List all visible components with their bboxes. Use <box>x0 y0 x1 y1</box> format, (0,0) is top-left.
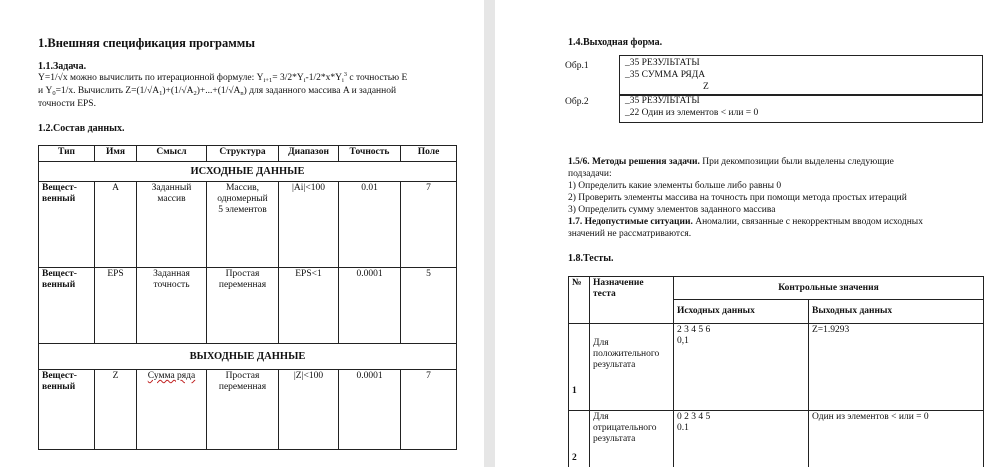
table-row <box>569 324 984 411</box>
invalid-line-1: 1.7. Недопустимые ситуации. Аномалии, связанные с некорректным вводом исходных <box>568 217 923 227</box>
cell-type: Вещест- венный <box>39 182 95 268</box>
cell-test-number: 2 <box>569 411 590 467</box>
table-row <box>39 370 457 450</box>
table-header-row <box>39 146 457 162</box>
cell-range: EPS<1 <box>279 268 339 344</box>
header-range: Диапазон <box>279 146 339 162</box>
header-type: Тип <box>39 146 95 162</box>
cell-structure: Массив, одномерный 5 элементов <box>207 182 279 268</box>
cell-meaning: Заданная точность <box>137 268 207 344</box>
cell-precision: 0.01 <box>339 182 401 268</box>
tests-table <box>568 276 984 467</box>
header-output-data: Выходных данных <box>809 300 984 324</box>
form2-label: Обр.2 <box>565 97 589 107</box>
cell-meaning: Заданный массив <box>137 182 207 268</box>
tests-heading: 1.8.Тесты. <box>568 253 614 264</box>
cell-name: Z <box>95 370 137 450</box>
task-heading: 1.1.Задача. <box>38 61 87 72</box>
header-purpose: Назначение теста <box>590 277 674 324</box>
cell-test-input: 2 3 4 5 6 0,1 <box>674 324 809 411</box>
cell-type: Вещест- венный <box>39 370 95 450</box>
document-page-left <box>0 0 484 467</box>
methods-item-2: 2) Проверить элементы массива на точность при помощи метода простых итераций <box>568 193 907 203</box>
methods-item-3: 3) Определить сумму элементов заданного массива <box>568 205 776 215</box>
header-precision: Точность <box>339 146 401 162</box>
cell-structure: Простая переменная <box>207 268 279 344</box>
task-line-3: точности EPS. <box>38 99 96 109</box>
table-row <box>39 182 457 268</box>
cell-range: |Ai|<100 <box>279 182 339 268</box>
cell-field: 7 <box>401 182 457 268</box>
cell-test-output: Z=1.9293 <box>809 324 984 411</box>
header-field: Поле <box>401 146 457 162</box>
header-structure: Структура <box>207 146 279 162</box>
table-row <box>39 268 457 344</box>
form1-label: Обр.1 <box>565 61 589 71</box>
header-number: № <box>569 277 590 324</box>
cell-precision: 0.0001 <box>339 268 401 344</box>
document-page-right <box>495 0 1000 467</box>
header-name: Имя <box>95 146 137 162</box>
spec-title: 1.Внешняя спецификация программы <box>38 36 256 50</box>
cell-meaning: Сумма ряда <box>137 370 207 450</box>
form1-line-3: Z <box>703 82 709 92</box>
methods-item-1: 1) Определить какие элементы больше либо равны 0 <box>568 181 782 191</box>
page-gap <box>484 0 495 467</box>
cell-field: 7 <box>401 370 457 450</box>
cell-test-number: 1 <box>569 324 590 411</box>
table-row <box>569 411 984 467</box>
cell-test-purpose: Для отрицательного результата <box>590 411 674 467</box>
task-line-2: и $Y_0=1/x$. Вычислить $Z=(1/√A_1)+(1/√A_2)+...+(1/√A_n)$ для заданного массива A и заданной <box>38 86 397 97</box>
form1-line-1: _35 РЕЗУЛЬТАТЫ <box>625 58 700 68</box>
methods-line-1: 1.5/6. Методы решения задачи. При декомпозиции были выделены следующие <box>568 157 894 167</box>
form2-line-2: _22 Один из элементов < или = 0 <box>625 108 759 118</box>
task-line-1: Y=1/√x можно вычислить по итерационной формуле: $Y_{i+1}= 3/2*Y_i-1/2*x*Y_i^3$ с точностью E <box>38 71 408 84</box>
cell-range: |Z|<100 <box>279 370 339 450</box>
invalid-line-2: значений не рассматриваются. <box>568 229 692 239</box>
methods-line-2: подзадачи: <box>568 169 612 179</box>
cell-test-purpose: Для положительного результата <box>590 324 674 411</box>
header-input-data: Исходных данных <box>674 300 809 324</box>
cell-type: Вещест- венный <box>39 268 95 344</box>
data-heading: 1.2.Состав данных. <box>38 123 125 134</box>
cell-test-output: Один из элементов < или = 0 <box>809 411 984 467</box>
form2-line-1: _35 РЕЗУЛЬТАТЫ <box>625 96 700 106</box>
cell-name: EPS <box>95 268 137 344</box>
cell-precision: 0.0001 <box>339 370 401 450</box>
header-control-values: Контрольные значения <box>674 277 984 300</box>
form1-line-2: _35 СУММА РЯДА <box>625 70 706 80</box>
tests-header-row <box>569 277 984 300</box>
header-meaning: Смысл <box>137 146 207 162</box>
data-table <box>38 145 457 450</box>
output-form-heading: 1.4.Выходная форма. <box>568 37 663 48</box>
output-section-label: ВЫХОДНЫЕ ДАННЫЕ <box>39 344 457 370</box>
cell-name: A <box>95 182 137 268</box>
cell-test-input: 0 2 3 4 5 0.1 <box>674 411 809 467</box>
input-section-label: ИСХОДНЫЕ ДАННЫЕ <box>39 162 457 182</box>
cell-structure: Простая переменная <box>207 370 279 450</box>
cell-field: 5 <box>401 268 457 344</box>
